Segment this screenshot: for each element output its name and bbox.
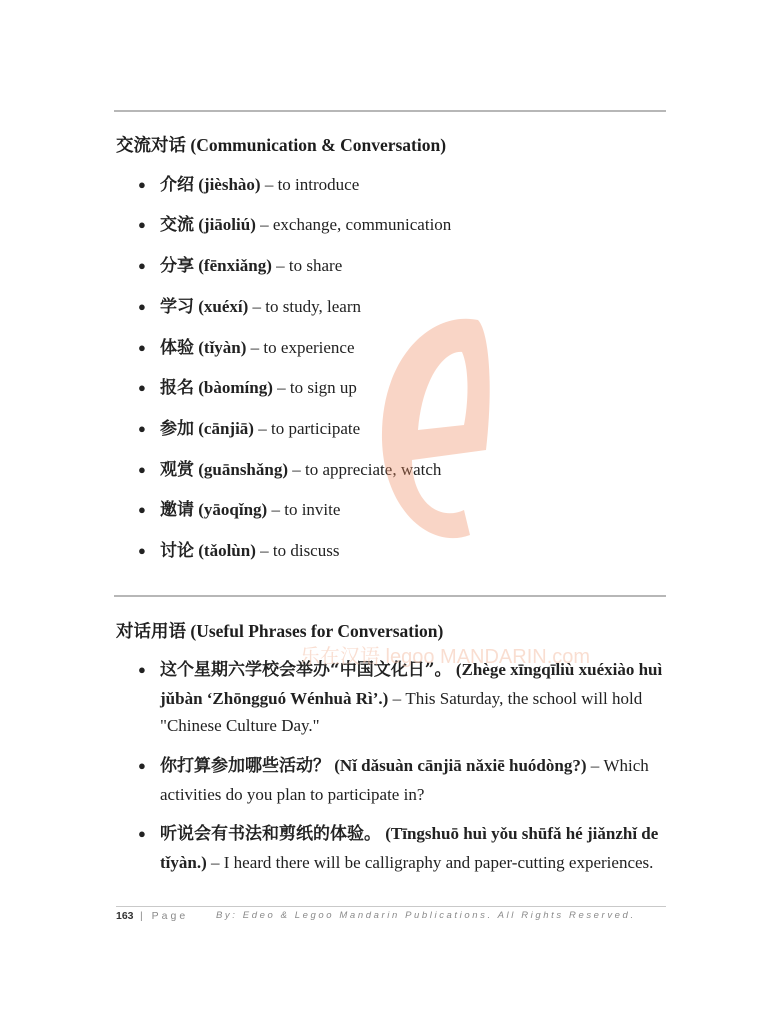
chinese-term: 分享 xyxy=(160,256,194,276)
pinyin: (tǎolùn) xyxy=(198,541,256,560)
section-heading-phrases xyxy=(116,618,443,643)
list-item xyxy=(138,296,361,318)
meaning: – to participate xyxy=(253,419,361,438)
bullet-icon: ● xyxy=(138,380,146,395)
pinyin: (yāoqǐng) xyxy=(198,500,268,519)
meaning: – exchange, communication xyxy=(255,215,452,234)
meaning: – to invite xyxy=(267,500,341,519)
list-item xyxy=(138,656,670,740)
watermark-text: 乐在汉语 legoo MANDARIN.com xyxy=(300,646,591,668)
chinese-phrase: 听说会有书法和剪纸的体验。 xyxy=(160,824,381,844)
list-item xyxy=(138,255,343,277)
bullet-icon: ● xyxy=(138,758,146,773)
chinese-term: 邀请 xyxy=(160,500,194,520)
chinese-term: 报名 xyxy=(160,378,194,398)
heading-chinese: 交流对话 xyxy=(116,136,186,156)
list-item xyxy=(138,820,670,876)
bullet-icon: ● xyxy=(138,258,146,273)
list-item xyxy=(138,174,360,196)
bullet-icon: ● xyxy=(138,662,146,677)
copyright-notice: By: Edeo & Legoo Mandarin Publications. All Rights Reserved. xyxy=(216,910,636,921)
list-item xyxy=(138,214,452,236)
pinyin: (fēnxiǎng) xyxy=(198,256,272,275)
section-divider xyxy=(114,595,666,597)
bullet-icon: ● xyxy=(138,177,146,192)
chinese-term: 介绍 xyxy=(160,175,194,195)
chinese-term: 参加 xyxy=(160,419,194,439)
bullet-icon: ● xyxy=(138,462,146,477)
pinyin: (xuéxí) xyxy=(198,297,249,316)
meaning: – to appreciate, watch xyxy=(288,460,442,479)
pinyin: (jiāoliú) xyxy=(198,215,256,234)
bullet-icon: ● xyxy=(138,340,146,355)
pinyin: (Tīngshuō huì yǒu shūfǎ hé jiǎnzhǐ de tǐyàn.) xyxy=(160,824,659,872)
pinyin: (tǐyàn) xyxy=(198,338,247,357)
meaning: – to discuss xyxy=(255,541,340,560)
meaning: – to share xyxy=(271,256,343,275)
pinyin: (jièshào) xyxy=(198,175,261,194)
list-item xyxy=(138,459,442,481)
heading-english: (Useful Phrases for Conversation) xyxy=(190,621,444,641)
chinese-term: 交流 xyxy=(160,215,194,235)
list-item xyxy=(138,377,357,399)
meaning: – to study, learn xyxy=(248,297,361,316)
page-number: 163 xyxy=(116,910,134,922)
chinese-term: 体验 xyxy=(160,338,194,358)
list-item xyxy=(138,540,340,562)
chinese-term: 学习 xyxy=(160,297,194,317)
section-divider xyxy=(114,110,666,112)
section-heading-communication xyxy=(116,132,446,157)
chinese-term: 讨论 xyxy=(160,541,194,561)
meaning: – I heard there will be calligraphy and paper-cutting experiences. xyxy=(206,852,654,872)
meaning: – Which activities do you plan to participate in? xyxy=(160,756,649,804)
footer-divider xyxy=(116,906,666,907)
heading-chinese: 对话用语 xyxy=(116,622,186,642)
meaning: – to sign up xyxy=(272,378,357,397)
chinese-phrase: 你打算参加哪些活动？ xyxy=(160,756,330,776)
pinyin: (cānjiā) xyxy=(198,419,254,438)
pinyin: (Nǐ dǎsuàn cānjiā nǎxiē huódòng?) xyxy=(334,756,587,775)
bullet-icon: ● xyxy=(138,299,146,314)
page-label: | Page xyxy=(140,910,189,922)
list-item xyxy=(138,499,341,521)
bullet-icon: ● xyxy=(138,217,146,232)
bullet-icon: ● xyxy=(138,421,146,436)
chinese-term: 观赏 xyxy=(160,460,194,480)
chinese-phrase: 这个星期六学校会举办“中国文化日”。 xyxy=(160,660,452,680)
page-footer xyxy=(116,906,666,928)
list-item xyxy=(138,418,361,440)
pinyin: (guānshǎng) xyxy=(198,460,289,479)
bullet-icon: ● xyxy=(138,826,146,841)
pinyin: (bàomíng) xyxy=(198,378,273,397)
watermark-logo-icon xyxy=(360,300,500,560)
bullet-icon: ● xyxy=(138,543,146,558)
meaning: – to introduce xyxy=(260,175,360,194)
bullet-icon: ● xyxy=(138,502,146,517)
pinyin: (Zhège xīngqīliù xuéxiào huì jǔbàn ‘Zhōngguó Wénhuà Rì’.) xyxy=(160,660,663,708)
meaning: – to experience xyxy=(246,338,355,357)
list-item xyxy=(138,337,355,359)
list-item xyxy=(138,752,670,808)
meaning: – This Saturday, the school will hold "Chinese Culture Day." xyxy=(160,688,643,735)
heading-english: (Communication & Conversation) xyxy=(190,135,447,155)
